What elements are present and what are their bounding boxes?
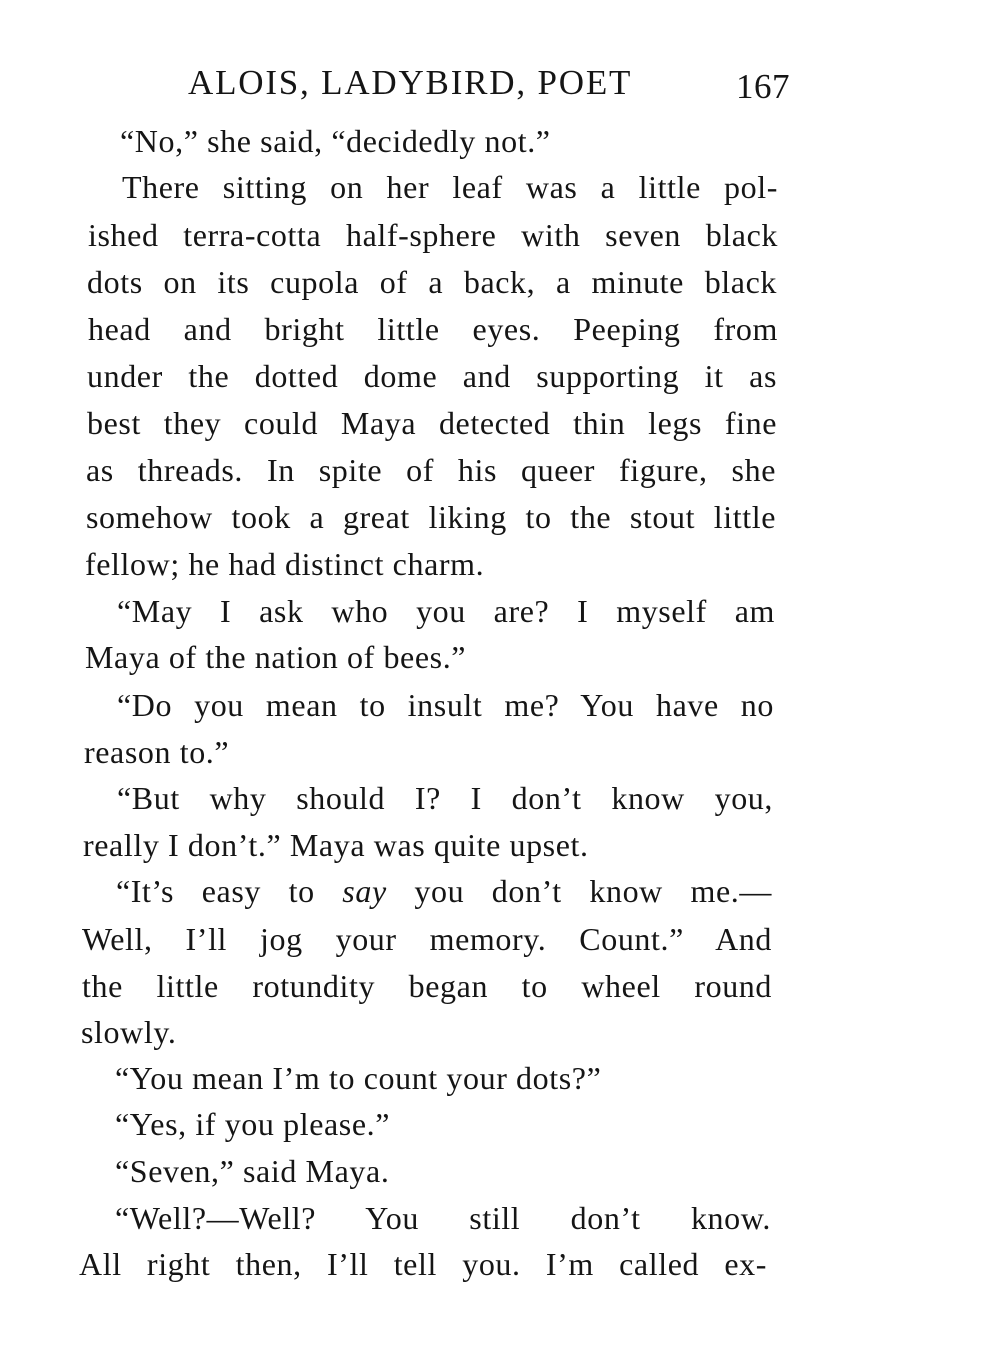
text-line: “Do you mean to insult me? You have no xyxy=(117,687,774,723)
text-line: as threads. In spite of his queer figure, she xyxy=(86,452,776,488)
text-line: slowly. xyxy=(81,1014,177,1050)
emphasized-word: say xyxy=(342,873,387,909)
text-line: under the dotted dome and supporting it as xyxy=(87,358,777,394)
text-line: head and bright little eyes. Peeping from xyxy=(88,311,778,347)
text-line: the little rotundity began to wheel round xyxy=(82,968,772,1004)
text-line: really I don’t.” Maya was quite upset. xyxy=(83,827,589,863)
text-line: There sitting on her leaf was a little pol- xyxy=(122,169,778,205)
text-line: dots on its cupola of a back, a minute black xyxy=(87,264,777,300)
text-line: ished terra-cotta half-sphere with seven black xyxy=(88,217,778,253)
text-segment: you don’t know me.— xyxy=(386,873,772,909)
running-head: ALOIS, LADYBIRD, POET xyxy=(188,63,633,102)
text-line: fellow; he had distinct charm. xyxy=(85,546,485,582)
text-segment: “It’s easy to xyxy=(116,873,343,909)
page-header xyxy=(188,60,790,106)
text-line: “Well?—Well? You still don’t know. xyxy=(115,1200,771,1236)
text-line: “May I ask who you are? I myself am xyxy=(117,593,775,629)
text-line: “Seven,” said Maya. xyxy=(115,1153,390,1189)
text-line: best they could Maya detected thin legs fine xyxy=(87,405,777,441)
text-line: somehow took a great liking to the stout little xyxy=(86,499,776,535)
text-line: Maya of the nation of bees.” xyxy=(85,639,467,675)
text-line: “But why should I? I don’t know you, xyxy=(117,780,773,816)
text-line: reason to.” xyxy=(84,734,230,770)
text-line: “No,” she said, “decidedly not.” xyxy=(120,123,551,159)
text-line xyxy=(116,868,772,914)
page-number: 167 xyxy=(736,67,790,106)
text-line: All right then, I’ll tell you. I’m called ex- xyxy=(79,1246,767,1282)
text-line: “Yes, if you please.” xyxy=(115,1106,391,1142)
text-line: “You mean I’m to count your dots?” xyxy=(115,1060,602,1096)
text-line: Well, I’ll jog your memory. Count.” And xyxy=(82,921,772,957)
